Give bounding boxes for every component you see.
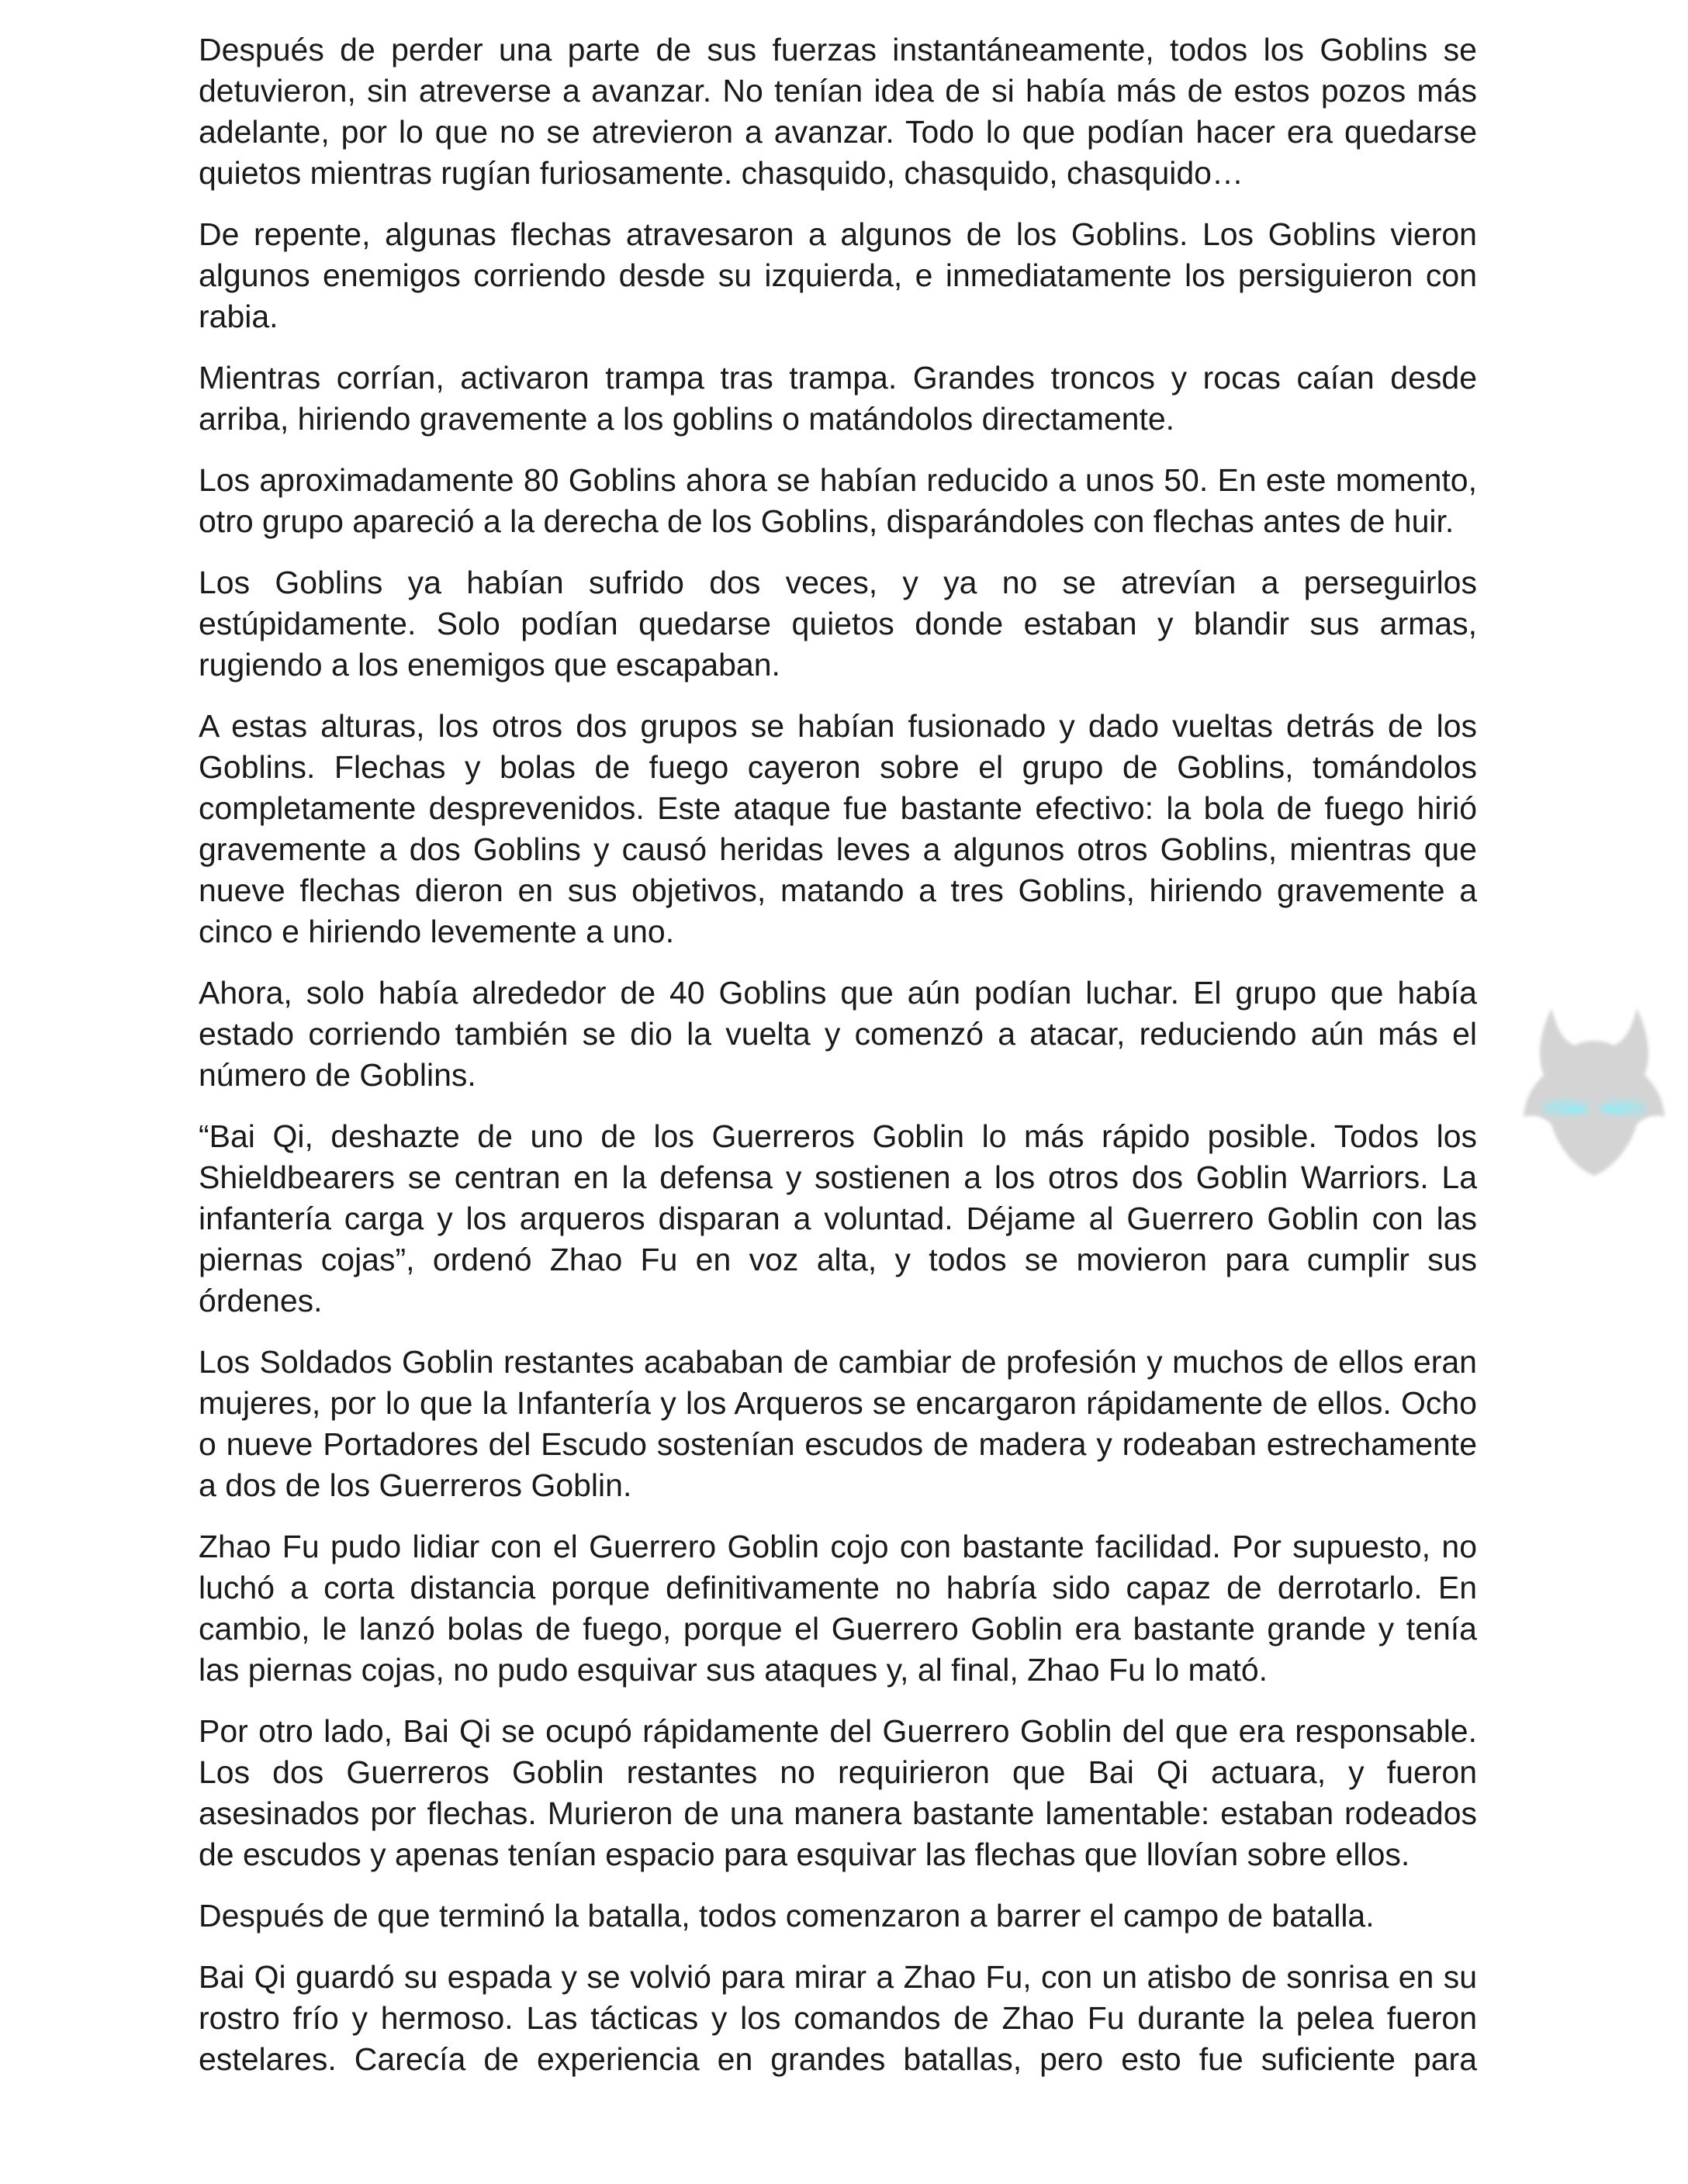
document-body — [199, 29, 1477, 2080]
paragraph: Por otro lado, Bai Qi se ocupó rápidamente del Guerrero Goblin del que era responsable. Los dos Guerreros Goblin restantes no requirieron que Bai Qi actuara, y fueron asesinados por flechas. Murieron de una manera bastante lamentable: estaban rodeados de escudos y apenas tenían espacio para esquivar las flechas que llovían sobre ellos. — [199, 1713, 1477, 1872]
paragraph: A estas alturas, los otros dos grupos se habían fusionado y dado vueltas detrás de los Goblins. Flechas y bolas de fuego cayeron sobre el grupo de Goblins, tomándolos completamente desprevenidos. Este ataque fue bastante efectivo: la bola de fuego hirió gravemente a dos Goblins y causó heridas leves a algunos otros Goblins, mientras que nueve flechas dieron en sus objetivos, matando a tres Goblins, hiriendo gravemente a cinco e hiriendo levemente a uno. — [199, 708, 1477, 949]
paragraph: Zhao Fu pudo lidiar con el Guerrero Goblin cojo con bastante facilidad. Por supuesto, no luchó a corta distancia porque definitivamente no habría sido capaz de derrotarlo. En cambio, le lanzó bolas de fuego, porque el Guerrero Goblin era bastante grande y tenía las piernas cojas, no pudo esquivar sus ataques y, al final, Zhao Fu lo mató. — [199, 1529, 1477, 1688]
eye-right — [1601, 1105, 1626, 1113]
paragraph: Los Goblins ya habían sufrido dos veces, y ya no se atrevían a perseguirlos estúpidamente. Solo podían quedarse quietos donde estaban y blandir sus armas, rugiendo a los enemigos que escapaban. — [199, 565, 1477, 682]
paragraph: De repente, algunas flechas atravesaron a algunos de los Goblins. Los Goblins vieron algunos enemigos corriendo desde su izquierda, e inmediatamente los persiguieron con rabia. — [199, 216, 1477, 334]
paragraph: Después de perder una parte de sus fuerzas instantáneamente, todos los Goblins se detuvieron, sin atreverse a avanzar. No tenían idea de si había más de estos pozos más adelante, por lo que no se atrevieron a avanzar. Todo lo que podían hacer era quedarse quietos mientras rugían furiosamente. chasquido, chasquido, chasquido… — [199, 32, 1477, 191]
demon-head-shape — [1524, 1008, 1665, 1176]
paragraph: Mientras corrían, activaron trampa tras trampa. Grandes troncos y rocas caían desde arriba, hiriendo gravemente a los goblins o matándolos directamente. — [199, 360, 1477, 437]
eye-left — [1562, 1105, 1587, 1113]
paragraph: Después de que terminó la batalla, todos comenzaron a barrer el campo de batalla. — [199, 1898, 1375, 1933]
paragraph: Los Soldados Goblin restantes acababan de cambiar de profesión y muchos de ellos eran mujeres, por lo que la Infantería y los Arqueros se encargaron rápidamente de ellos. Ocho o nueve Portadores del Escudo sostenían escudos de madera y rodeaban estrechamente a dos de los Guerreros Goblin. — [199, 1344, 1477, 1503]
paragraph: Ahora, solo había alrededor de 40 Goblins que aún podían luchar. El grupo que había estado corriendo también se dio la vuelta y comenzó a atacar, reduciendo aún más el número de Goblins. — [199, 975, 1477, 1093]
paragraph: Bai Qi guardó su espada y se volvió para mirar a Zhao Fu, con un atisbo de sonrisa en su rostro frío y hermoso. Las tácticas y los comandos de Zhao Fu durante la pelea fueron estelares. Carecía de experiencia en grandes batallas, pero esto fue suficiente para — [199, 1959, 1477, 2077]
demon-head-icon — [1520, 1000, 1668, 1179]
paragraph: Los aproximadamente 80 Goblins ahora se habían reducido a unos 50. En este momento, otro grupo apareció a la derecha de los Goblins, disparándoles con flechas antes de huir. — [199, 462, 1477, 539]
paragraph: “Bai Qi, deshazte de uno de los Guerreros Goblin lo más rápido posible. Todos los Shieldbearers se centran en la defensa y sostienen a los otros dos Goblin Warriors. La infantería carga y los arqueros disparan a voluntad. Déjame al Guerrero Goblin con las piernas cojas”, ordenó Zhao Fu en voz alta, y todos se movieron para cumplir sus órdenes. — [199, 1118, 1477, 1318]
